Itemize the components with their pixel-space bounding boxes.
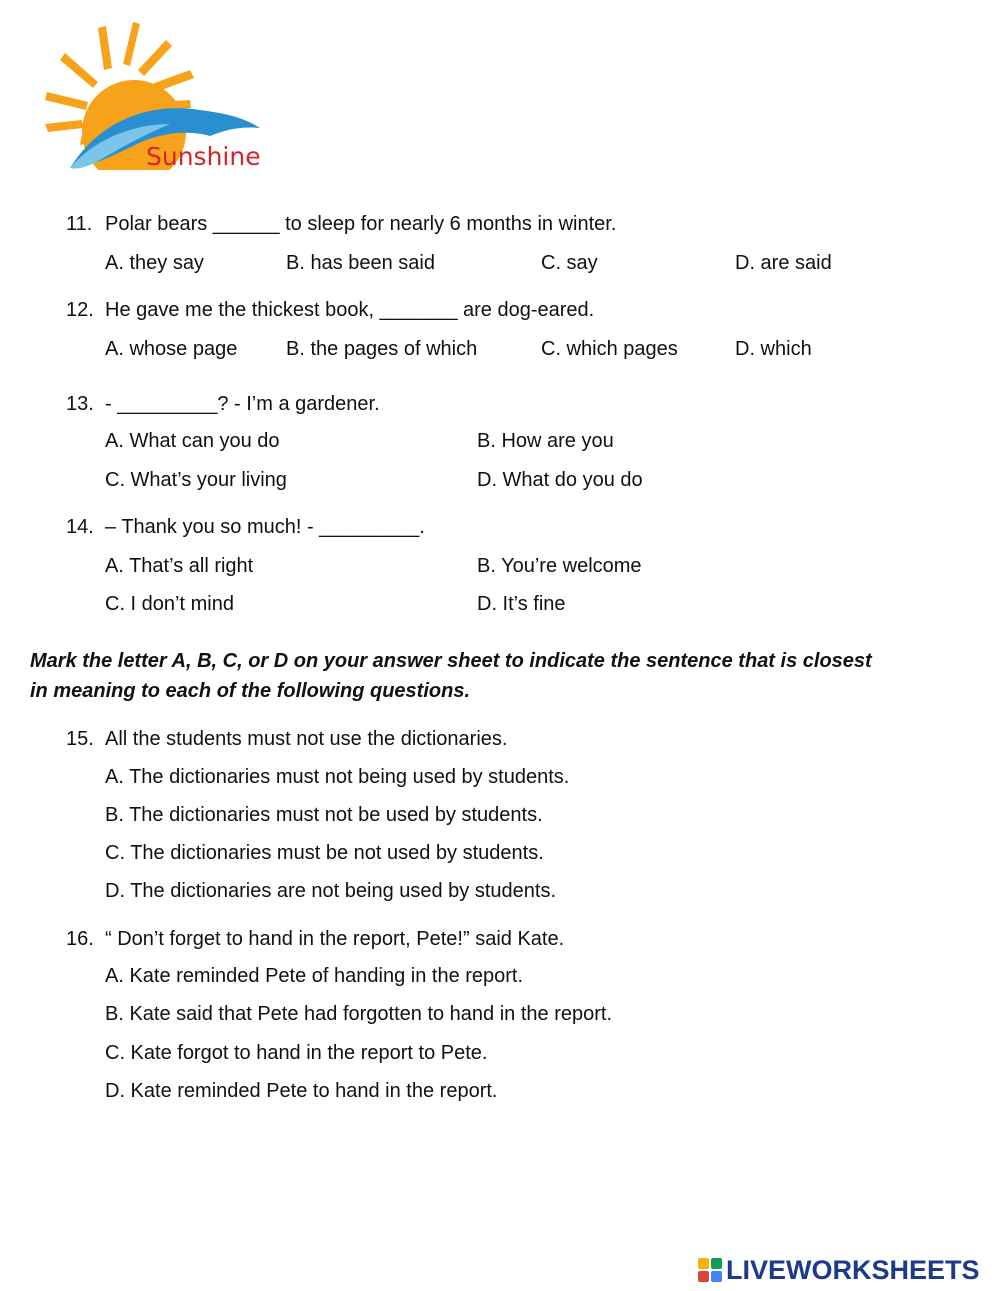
brand-name: Sunshine	[146, 142, 261, 171]
liveworksheets-logo-icon	[698, 1258, 722, 1282]
question-16-option-d[interactable]: D. Kate reminded Pete to hand in the report.	[105, 1080, 498, 1102]
question-14-option-b[interactable]: B. You’re welcome	[477, 555, 642, 577]
instruction-line-2: in meaning to each of the following questions.	[30, 680, 471, 702]
question-13-option-c[interactable]: C. What’s your living	[105, 469, 287, 491]
question-15-option-a[interactable]: A. The dictionaries must not being used by students.	[105, 766, 570, 788]
question-12-option-b[interactable]: B. the pages of which	[286, 338, 478, 360]
question-13-option-b[interactable]: B. How are you	[477, 430, 614, 452]
question-15-option-c[interactable]: C. The dictionaries must be not used by students.	[105, 842, 544, 864]
logo-tile-3	[698, 1271, 709, 1282]
question-12-option-c[interactable]: C. which pages	[541, 338, 678, 360]
question-16-option-b[interactable]: B. Kate said that Pete had forgotten to hand in the report.	[105, 1003, 613, 1025]
instruction-line-1: Mark the letter A, B, C, or D on your answer sheet to indicate the sentence that is closest	[30, 650, 872, 672]
liveworksheets-brand: LIVEWORKSHEETS	[726, 1254, 980, 1285]
question-12-option-d[interactable]: D. which	[735, 338, 812, 360]
question-12-text: He gave me the thickest book, _______ are dog-eared.	[105, 299, 595, 321]
question-15-option-d[interactable]: D. The dictionaries are not being used by students.	[105, 880, 557, 902]
logo-tile-1	[698, 1258, 709, 1269]
question-14-option-a[interactable]: A. That’s all right	[105, 555, 254, 577]
question-11-text: Polar bears ______ to sleep for nearly 6 months in winter.	[105, 213, 617, 235]
question-14-number: 14.	[66, 516, 94, 538]
question-13-option-d[interactable]: D. What do you do	[477, 469, 643, 491]
question-11-option-a[interactable]: A. they say	[105, 252, 204, 274]
question-13-option-a[interactable]: A. What can you do	[105, 430, 280, 452]
liveworksheets-footer	[698, 1255, 980, 1285]
question-13-number: 13.	[66, 393, 94, 415]
question-12-option-a[interactable]: A. whose page	[105, 338, 238, 360]
question-15-option-b[interactable]: B. The dictionaries must not be used by students.	[105, 804, 543, 826]
question-14-text: – Thank you so much! - _________.	[105, 516, 425, 538]
question-11-option-b[interactable]: B. has been said	[286, 252, 435, 274]
question-11-option-c[interactable]: C. say	[541, 252, 598, 274]
question-16-text: “ Don’t forget to hand in the report, Pete!” said Kate.	[105, 928, 565, 950]
question-11-option-d[interactable]: D. are said	[735, 252, 832, 274]
question-14-option-c[interactable]: C. I don’t mind	[105, 593, 234, 615]
question-15-number: 15.	[66, 728, 94, 750]
logo-tile-2	[711, 1258, 722, 1269]
question-13-text: - _________? - I’m a gardener.	[105, 393, 380, 415]
question-14-option-d[interactable]: D. It’s fine	[477, 593, 566, 615]
question-15-text: All the students must not use the dictionaries.	[105, 728, 508, 750]
logo-tile-4	[711, 1271, 722, 1282]
question-12-number: 12.	[66, 299, 94, 321]
question-16-option-c[interactable]: C. Kate forgot to hand in the report to Pete.	[105, 1042, 488, 1064]
question-11-number: 11.	[66, 213, 93, 235]
question-16-number: 16.	[66, 928, 94, 950]
question-16-option-a[interactable]: A. Kate reminded Pete of handing in the report.	[105, 965, 524, 987]
